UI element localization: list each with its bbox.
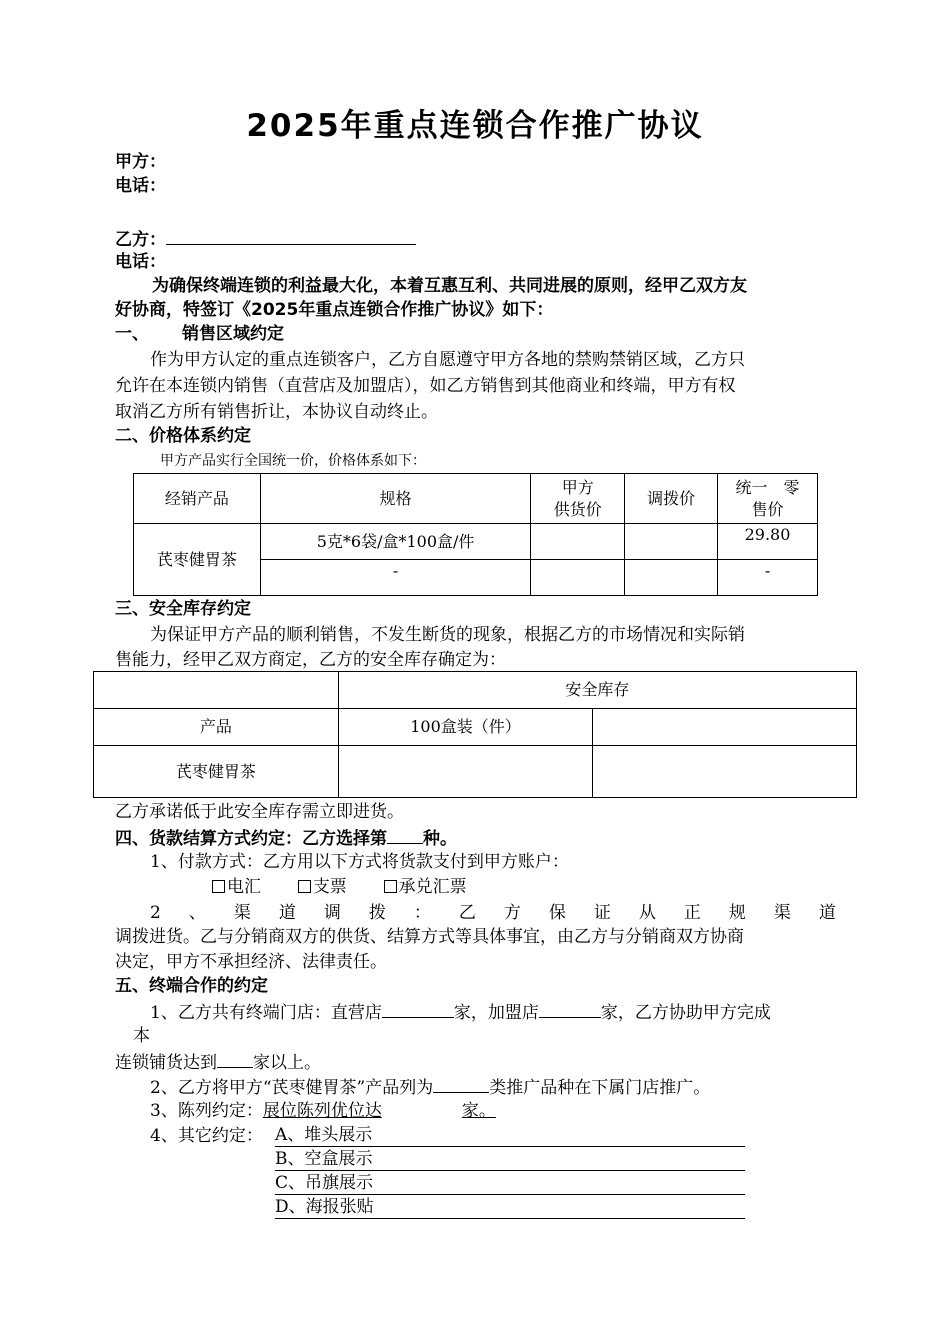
item3-text-a: 3、陈列约定：: [150, 1101, 263, 1121]
sec4-heading-b: 种。: [423, 829, 457, 849]
option-wire[interactable]: [212, 877, 261, 897]
ch-char: 规: [728, 903, 746, 923]
retail-line1: 统一 零: [735, 477, 800, 497]
price-row-transfer-1[interactable]: [625, 524, 718, 560]
price-row-product: 芪枣健胃茶: [134, 524, 261, 596]
option-acceptance[interactable]: [384, 877, 467, 897]
sec2-heading: 二、价格体系约定: [115, 426, 251, 446]
franchise-store-blank[interactable]: [539, 999, 601, 1018]
ch-char: 拨: [368, 903, 386, 923]
sec3-after: 乙方承诺低于此安全库存需立即进货。: [115, 802, 404, 822]
checkbox-icon[interactable]: [212, 880, 225, 893]
ch-char: 道: [818, 903, 836, 923]
party-b-blank[interactable]: [166, 226, 416, 245]
other-item-c: C、吊旗展示: [275, 1172, 745, 1195]
ch-char: 正: [683, 903, 701, 923]
ch-char: 保: [548, 903, 566, 923]
col-header-supply-price: [531, 474, 625, 524]
sec5-item3: [150, 1099, 506, 1123]
party-a-label: 甲方：: [115, 152, 166, 172]
col-header-spec: 规格: [260, 474, 531, 524]
sec4-pay-line: 1、付款方式：乙方用以下方式将货款支付到甲方账户：: [150, 852, 569, 872]
sec1-heading: [115, 322, 284, 346]
stock-label-product: 产品: [94, 709, 339, 746]
option-check-label: 支票: [312, 877, 347, 897]
sec2-note: 甲方产品实行全国统一价，价格体系如下：: [160, 453, 426, 469]
sec3-line-1: 为保证甲方产品的顺利销售，不发生断货的现象，根据乙方的市场情况和实际销: [150, 625, 745, 645]
sec5-item1-cont: [115, 1049, 321, 1075]
item1-text-a: 1、乙方共有终端门店：直营店: [150, 1003, 382, 1023]
sec1-line-3: 取消乙方所有销售折让，本协议自动终止。: [115, 402, 438, 422]
phone-label-a: 电话：: [115, 176, 166, 196]
item3-underlined: [263, 1101, 506, 1121]
ch-char: 2: [150, 903, 161, 923]
price-row-retail-2: -: [718, 560, 818, 596]
channel-line-2: 调拨进货。乙与分销商双方的供货、结算方式等具体事宜，由乙方与分销商双方协商: [115, 927, 744, 947]
checkbox-icon[interactable]: [298, 880, 311, 893]
supply-price-line1: 甲方: [561, 477, 594, 497]
sec4-heading: [115, 825, 457, 851]
ch-char: 、: [188, 903, 206, 923]
ch-char: ：: [413, 903, 431, 923]
sec1-line-2: 允许在本连锁内销售（直营店及加盟店），如乙方销售到其他商业和终端，甲方有权: [115, 376, 736, 396]
price-row-spec-1: 5克*6袋/盒*100盒/件: [260, 524, 531, 560]
promo-category-blank[interactable]: [433, 1074, 489, 1093]
stock-header-empty: [94, 672, 339, 709]
sec5-heading: 五、终端合作的约定: [115, 976, 268, 996]
item1-text-f: 家以上。: [253, 1053, 321, 1073]
col-header-product: 经销产品: [134, 474, 261, 524]
retail-line2: 售价: [751, 499, 784, 519]
direct-store-blank[interactable]: [382, 999, 454, 1018]
other-item-d: D、海报张贴: [275, 1196, 745, 1219]
ch-char: 渠: [773, 903, 791, 923]
option-wire-label: 电汇: [227, 877, 261, 897]
ch-char: 调: [323, 903, 341, 923]
party-b-label: [115, 226, 416, 252]
sec1-num: 一、: [115, 324, 149, 344]
option-acceptance-label: 承兑汇票: [398, 877, 467, 897]
stock-label-empty: [593, 709, 857, 746]
phone-label-b: 电话：: [115, 252, 166, 272]
sec5-item4-label: 4、其它约定：: [150, 1126, 263, 1146]
sec1-line-1: 作为甲方认定的重点连锁客户，乙方自愿遵守甲方各地的禁购禁销区域，乙方只: [150, 350, 745, 370]
item3-text-b: 展位陈列优位达: [262, 1101, 382, 1121]
party-b-text: 乙方：: [115, 230, 166, 250]
stock-row-qty[interactable]: [338, 746, 593, 798]
sec3-heading: 三、安全库存约定: [115, 599, 251, 619]
sec4-heading-a: 四、货款结算方式约定：乙方选择第: [115, 829, 387, 849]
price-row-transfer-2[interactable]: [625, 560, 718, 596]
price-row-supply-1[interactable]: [531, 524, 625, 560]
item1-text-e: 连锁铺货达到: [115, 1053, 217, 1073]
item1-text-c: 家，乙方协助甲方完成: [600, 1003, 771, 1023]
distribution-count-blank[interactable]: [217, 1049, 253, 1068]
ch-char: 渠: [233, 903, 251, 923]
stock-row-extra[interactable]: [593, 746, 857, 798]
sec5-item2: [150, 1074, 710, 1100]
sec5-item1: [150, 999, 771, 1025]
stock-row-product: 芪枣健胃茶: [94, 746, 339, 798]
ch-char: 道: [278, 903, 296, 923]
sec5-item1-wrap: 本: [133, 1026, 150, 1046]
option-check[interactable]: [298, 877, 347, 897]
item3-text-c: 家。: [461, 1101, 496, 1121]
stock-table: [93, 671, 857, 798]
ch-char: 证: [593, 903, 611, 923]
col-header-retail-price: [718, 474, 818, 524]
ch-char: 从: [638, 903, 656, 923]
other-item-b: B、空盒展示: [275, 1148, 745, 1171]
stock-label-pack: 100盒装（件）: [338, 709, 593, 746]
item1-text-b: 家，加盟店: [453, 1003, 539, 1023]
item2-text-a: 2、乙方将甲方“芪枣健胃茶”产品列为: [150, 1078, 434, 1098]
price-row-retail-1: 29.80: [718, 524, 818, 560]
channel-line-3: 决定，甲方不承担经济、法律责任。: [115, 952, 387, 972]
sec3-line-2: 售能力，经甲乙双方商定，乙方的安全库存确定为：: [115, 650, 506, 670]
document-title: 2025年重点连锁合作推广协议: [246, 108, 704, 144]
stock-header-safe: 安全库存: [338, 672, 856, 709]
ch-char: 乙: [458, 903, 476, 923]
price-table: [133, 473, 818, 596]
payment-options: [212, 875, 467, 899]
channel-line-1: [150, 901, 836, 925]
intro-line-1: 为确保终端连锁的利益最大化，本着互惠互利、共同进展的原则，经甲乙双方友: [152, 276, 747, 296]
ch-char: 方: [503, 903, 521, 923]
supply-price-line2: 供货价: [553, 499, 602, 519]
price-row-supply-2[interactable]: [531, 560, 625, 596]
col-header-transfer-price: 调拨价: [625, 474, 718, 524]
price-row-spec-2: -: [260, 560, 531, 596]
checkbox-icon[interactable]: [384, 880, 397, 893]
intro-line-2: 好协商，特签订《2025年重点连锁合作推广协议》如下：: [115, 300, 554, 320]
other-item-a: A、堆头展示: [275, 1124, 745, 1147]
item2-text-b: 类推广品种在下属门店推广。: [489, 1078, 711, 1098]
payment-choice-blank[interactable]: [387, 825, 423, 844]
sec1-title: 销售区域约定: [182, 324, 284, 344]
